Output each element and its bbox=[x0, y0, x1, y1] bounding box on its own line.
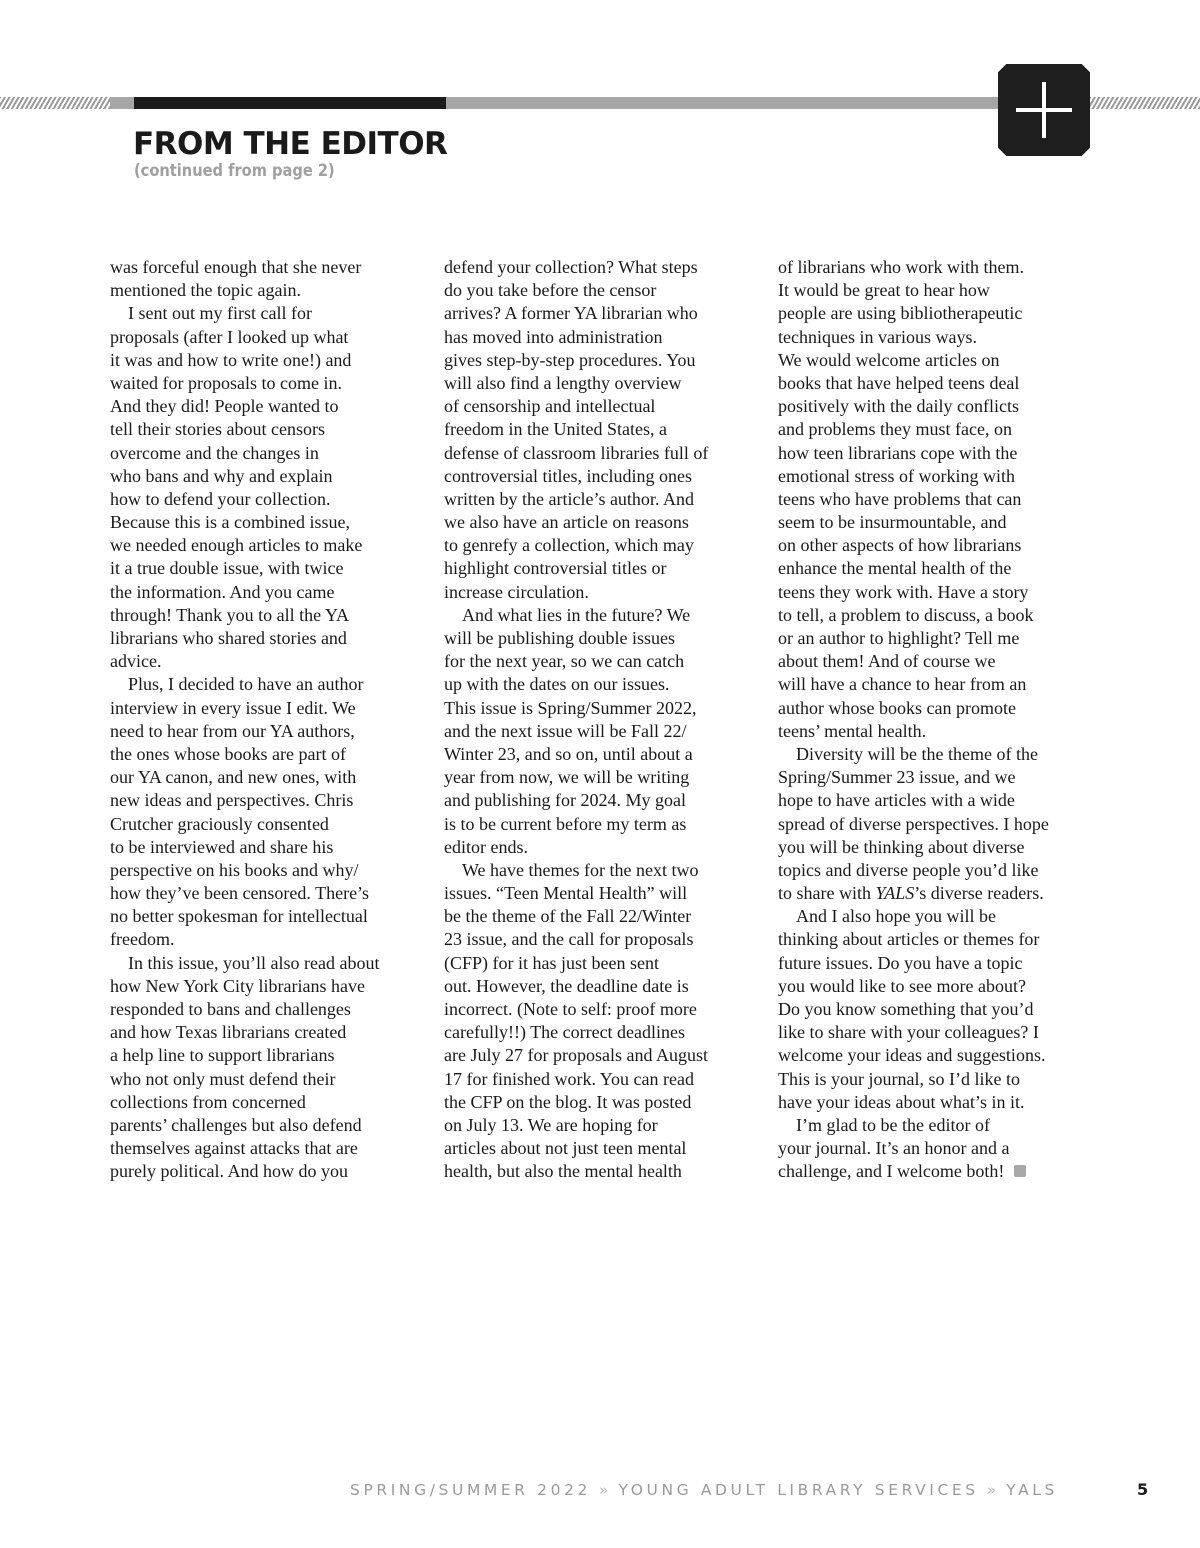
hatch-stripe-right bbox=[1090, 97, 1200, 109]
running-footer bbox=[350, 1479, 1092, 1501]
text-line: need to hear from our YA authors, bbox=[110, 720, 355, 741]
text-line: This is your journal, so I’d like to bbox=[778, 1068, 1020, 1089]
footer-short-title: YALS bbox=[1006, 1481, 1058, 1499]
text-line: arrives? A former YA librarian who bbox=[444, 303, 698, 324]
text-line: It would be great to hear how bbox=[778, 280, 990, 301]
text-line: about them! And of course we bbox=[778, 651, 996, 672]
text-line: Do you know something that you’d bbox=[778, 999, 1034, 1019]
footer-issue: SPRING/SUMMER 2022 bbox=[350, 1481, 592, 1499]
text-line: teens who have problems that can bbox=[778, 488, 1022, 509]
text-line: it a true double issue, with twice bbox=[110, 558, 344, 579]
text-line: increase circulation. bbox=[444, 581, 589, 602]
text-line: thinking about articles or themes for bbox=[778, 929, 1040, 950]
text-line: welcome your ideas and suggestions. bbox=[778, 1045, 1046, 1066]
text-line: new ideas and perspectives. Chris bbox=[110, 790, 354, 811]
text-line: how New York City librarians have bbox=[110, 975, 365, 996]
text-line: your journal. It’s an honor and a bbox=[778, 1138, 1010, 1159]
text-line: is to be current before my term as bbox=[444, 813, 687, 834]
text-line: defense of classroom libraries full of bbox=[444, 442, 709, 463]
footer-publication: YOUNG ADULT LIBRARY SERVICES bbox=[618, 1481, 979, 1499]
text-line: 23 issue, and the call for proposals bbox=[444, 929, 694, 950]
text-line: the CFP on the blog. It was posted bbox=[444, 1091, 692, 1112]
text-line: challenge, and I welcome both! bbox=[778, 1160, 1098, 1183]
header-bar-black bbox=[134, 97, 446, 109]
text-line: This issue is Spring/Summer 2022, bbox=[444, 697, 697, 718]
text-line: We would welcome articles on bbox=[778, 349, 1000, 370]
text-line: I’m glad to be the editor of bbox=[778, 1114, 990, 1135]
text-line: people are using bibliotherapeutic bbox=[778, 303, 1023, 324]
text-line: highlight controversial titles or bbox=[444, 558, 667, 579]
text-line: teens they work with. Have a story bbox=[778, 581, 1029, 602]
text-line: and problems they must face, on bbox=[778, 419, 1012, 440]
header-bar-grey bbox=[446, 97, 998, 109]
text-line: for the next year, so we can catch bbox=[444, 651, 685, 672]
text-line: seem to be insurmountable, and bbox=[778, 512, 1007, 533]
text-line: will have a chance to hear from an bbox=[778, 674, 1027, 695]
text-line: year from now, we will be writing bbox=[444, 767, 690, 788]
text-line: parents’ challenges but also defend bbox=[110, 1114, 362, 1135]
text-line: the ones whose books are part of bbox=[110, 743, 346, 764]
text-line: topics and diverse people you’d like bbox=[778, 859, 1039, 880]
text-line: hope to have articles with a wide bbox=[778, 790, 1015, 811]
header-bar-grey-start bbox=[110, 97, 134, 109]
text-line: you will be thinking about diverse bbox=[778, 836, 1025, 857]
text-line: our YA canon, and new ones, with bbox=[110, 767, 357, 788]
text-line: In this issue, you’ll also read about bbox=[110, 952, 380, 973]
text-line: to tell, a problem to discuss, a book bbox=[778, 604, 1034, 625]
text-line: has moved into administration bbox=[444, 326, 663, 347]
text-line: librarians who shared stories and bbox=[110, 628, 347, 648]
text-line: We have themes for the next two bbox=[444, 859, 699, 880]
text-line: health, but also the mental health bbox=[444, 1161, 682, 1182]
text-line: Crutcher graciously consented bbox=[110, 813, 329, 834]
text-line: written by the article’s author. And bbox=[444, 488, 694, 509]
text-line: have your ideas about what’s in it. bbox=[778, 1091, 1025, 1112]
article-column-2 bbox=[444, 256, 764, 1184]
text-line: Winter 23, and so on, until about a bbox=[444, 743, 693, 764]
text-line: future issues. Do you have a topic bbox=[778, 952, 1023, 973]
text-line: purely political. And how do you bbox=[110, 1161, 348, 1182]
text-line: to share with YALS’s diverse readers. bbox=[778, 883, 1044, 904]
text-line: positively with the daily conflicts bbox=[778, 396, 1019, 417]
text-line: spread of diverse perspectives. I hope bbox=[778, 813, 1049, 834]
text-line: how teen librarians cope with the bbox=[778, 442, 1018, 463]
text-line: will also find a lengthy overview bbox=[444, 372, 682, 393]
plus-icon bbox=[998, 64, 1090, 156]
text-line: I sent out my first call for bbox=[110, 303, 312, 324]
end-of-article-mark bbox=[1014, 1165, 1026, 1177]
text-line: And I also hope you will be bbox=[778, 906, 996, 927]
text-line: who not only must defend their bbox=[110, 1068, 336, 1089]
text-line: do you take before the censor bbox=[444, 280, 657, 301]
text-line: Diversity will be the theme of the bbox=[778, 743, 1038, 764]
text-line: controversial titles, including ones bbox=[444, 465, 692, 486]
text-line: books that have helped teens deal bbox=[778, 372, 1020, 393]
text-line: no better spokesman for intellectual bbox=[110, 906, 368, 927]
text-line: it was and how to write one!) and bbox=[110, 349, 352, 370]
text-line: issues. “Teen Mental Health” will bbox=[444, 883, 688, 904]
text-line: we needed enough articles to make bbox=[110, 535, 363, 556]
text-line: emotional stress of working with bbox=[778, 465, 1015, 486]
text-line: who bans and why and explain bbox=[110, 465, 333, 486]
text-line: advice. bbox=[110, 651, 162, 672]
text-line: a help line to support librarians bbox=[110, 1045, 335, 1066]
text-line: will be publishing double issues bbox=[444, 628, 675, 648]
text-line: (CFP) for it has just been sent bbox=[444, 952, 659, 973]
text-line: enhance the mental health of the bbox=[778, 558, 1012, 579]
hatch-stripe-left bbox=[0, 97, 110, 109]
text-line: articles about not just teen mental bbox=[444, 1138, 687, 1159]
text-line: freedom. bbox=[110, 929, 175, 950]
text-line: the information. And you came bbox=[110, 581, 335, 602]
page-number: 5 bbox=[1137, 1480, 1149, 1499]
text-line: to be interviewed and share his bbox=[110, 836, 334, 857]
footer-separator: » bbox=[599, 1481, 611, 1499]
text-line: up with the dates on our issues. bbox=[444, 674, 670, 695]
text-line: are July 27 for proposals and August bbox=[444, 1045, 708, 1066]
text-line: techniques in various ways. bbox=[778, 326, 977, 347]
text-line: how they’ve been censored. There’s bbox=[110, 883, 370, 904]
text-line: Because this is a combined issue, bbox=[110, 512, 350, 533]
text-line: And what lies in the future? We bbox=[444, 604, 691, 625]
text-line: gives step-by-step procedures. You bbox=[444, 349, 696, 370]
text-line: and how Texas librarians created bbox=[110, 1022, 347, 1043]
article-column-3 bbox=[778, 256, 1098, 1184]
text-line: themselves against attacks that are bbox=[110, 1138, 358, 1159]
text-line: you would like to see more about? bbox=[778, 975, 1026, 996]
text-line: was forceful enough that she never bbox=[110, 257, 362, 277]
text-line: how to defend your collection. bbox=[110, 488, 331, 509]
text-line: responded to bans and challenges bbox=[110, 999, 351, 1019]
text-line: be the theme of the Fall 22/Winter bbox=[444, 906, 692, 927]
text-line: of censorship and intellectual bbox=[444, 396, 656, 417]
text-line: tell their stories about censors bbox=[110, 419, 325, 440]
text-line: waited for proposals to come in. bbox=[110, 372, 342, 393]
text-line: 17 for finished work. You can read bbox=[444, 1068, 694, 1089]
page-subtitle: (continued from page 2) bbox=[134, 161, 335, 181]
text-line: author whose books can promote bbox=[778, 697, 1016, 718]
page-title: FROM THE EDITOR bbox=[133, 126, 448, 162]
text-line: out. However, the deadline date is bbox=[444, 975, 689, 996]
article-column-1 bbox=[110, 256, 430, 1184]
text-line: on other aspects of how librarians bbox=[778, 535, 1022, 556]
text-line: teens’ mental health. bbox=[778, 720, 927, 741]
text-line: through! Thank you to all the YA bbox=[110, 604, 349, 625]
text-line: proposals (after I looked up what bbox=[110, 326, 349, 347]
text-line: defend your collection? What steps bbox=[444, 257, 698, 277]
text-line: on July 13. We are hoping for bbox=[444, 1114, 658, 1135]
text-line: of librarians who work with them. bbox=[778, 257, 1024, 277]
section-badge bbox=[998, 64, 1090, 156]
text-line: Spring/Summer 23 issue, and we bbox=[778, 767, 1016, 788]
text-line: incorrect. (Note to self: proof more bbox=[444, 999, 697, 1019]
text-line: editor ends. bbox=[444, 836, 528, 857]
text-line: perspective on his books and why/ bbox=[110, 859, 359, 880]
text-line: Plus, I decided to have an author bbox=[110, 674, 364, 695]
text-line: or an author to highlight? Tell me bbox=[778, 628, 1020, 648]
footer-separator: » bbox=[986, 1481, 999, 1499]
text-line: mentioned the topic again. bbox=[110, 280, 301, 301]
text-line: freedom in the United States, a bbox=[444, 419, 667, 440]
text-line: overcome and the changes in bbox=[110, 442, 319, 463]
text-line: interview in every issue I edit. We bbox=[110, 697, 356, 718]
text-line: carefully!!) The correct deadlines bbox=[444, 1022, 686, 1043]
text-line: and the next issue will be Fall 22/ bbox=[444, 720, 687, 741]
text-line: we also have an article on reasons bbox=[444, 512, 689, 533]
text-line: and publishing for 2024. My goal bbox=[444, 790, 686, 811]
text-line: collections from concerned bbox=[110, 1091, 306, 1112]
text-line: like to share with your colleagues? I bbox=[778, 1022, 1039, 1043]
text-line: And they did! People wanted to bbox=[110, 396, 339, 417]
text-line: to genrefy a collection, which may bbox=[444, 535, 694, 556]
